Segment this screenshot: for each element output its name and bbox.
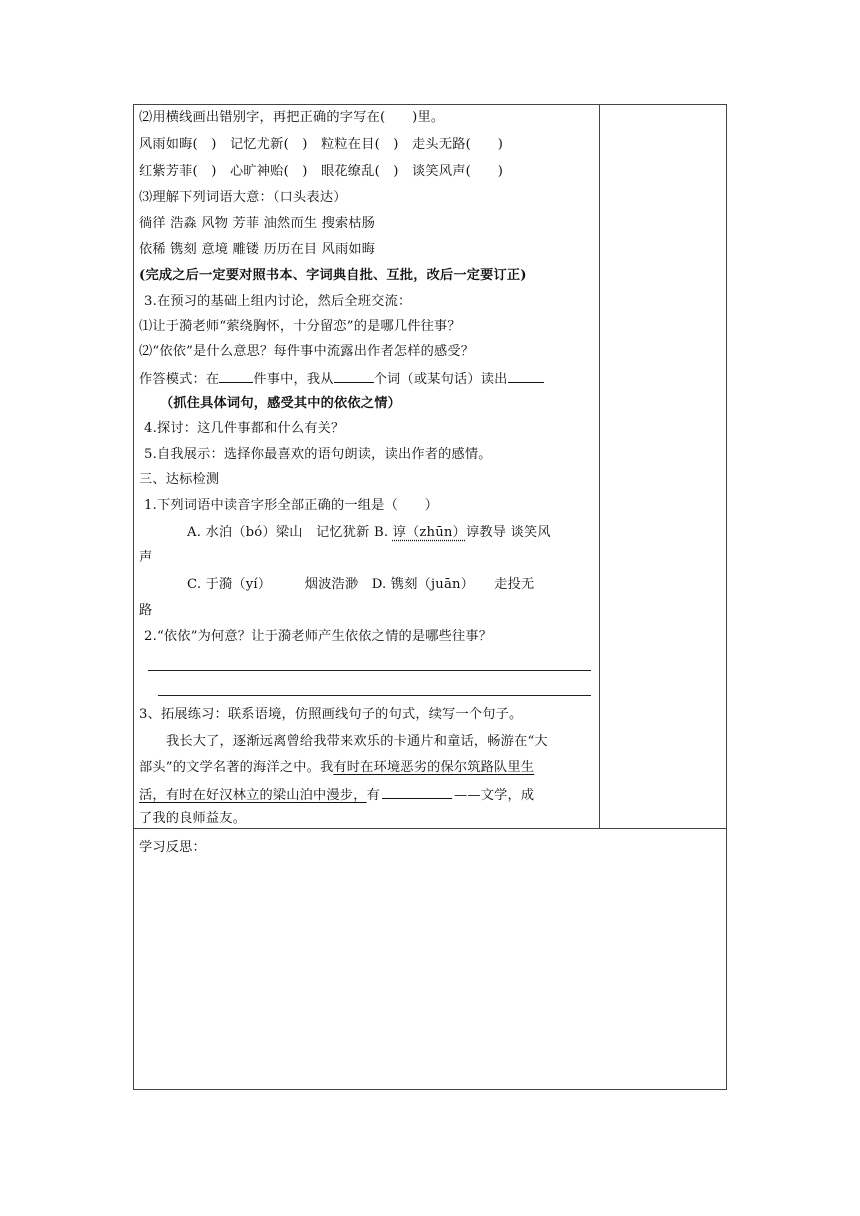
- discussion-instruction: 3.在预习的基础上组内讨论，然后全班交流：: [144, 294, 412, 309]
- answer-hint: （抓住具体词句，感受其中的依依之情）: [160, 396, 401, 411]
- task-2-instruction: ⑵用横线画出错别字，再把正确的字写在( )里。: [139, 110, 445, 125]
- word-row-2: 红紫芳菲( ) 心旷神贻( ) 眼花缭乱( ) 谈笑风声( ): [139, 164, 504, 179]
- question-1: ⑴让于漪老师“萦绕胸怀，十分留恋”的是哪几件往事？: [139, 319, 461, 334]
- answer-pattern-part-1: 作答模式：在: [139, 372, 220, 387]
- extension-exercise: 3、拓展练习：联系语境，仿照画线句子的句式，续写一个句子。: [139, 707, 523, 722]
- reflection-label: 学习反思：: [139, 840, 206, 855]
- passage-line-2-text: 部头”的文学名著的海洋之中。我: [139, 760, 334, 775]
- row-divider: [133, 828, 727, 829]
- task-5: 5.自我展示：选择你最喜欢的语句朗读，读出作者的感情。: [144, 447, 492, 462]
- blank-field[interactable]: [508, 370, 544, 383]
- option-a-b-part-1: A. 水泊（bó）梁山 记忆犹新 B.: [187, 525, 393, 540]
- passage-line-3: [139, 786, 534, 804]
- test-question-2: 2.“依依”为何意？让于漪老师产生依依之情的是哪些往事？: [144, 629, 493, 644]
- blank-field[interactable]: [219, 370, 253, 383]
- passage-line-2: [139, 760, 534, 776]
- passage-line-4: 了我的良师益友。: [139, 811, 247, 826]
- blank-field[interactable]: [382, 786, 452, 799]
- answer-line-1[interactable]: [148, 670, 591, 671]
- question-2: ⑵“依依”是什么意思？每件事中流露出作者怎样的感受？: [139, 344, 475, 359]
- answer-pattern: [139, 370, 544, 388]
- vocab-row-1: 徜徉 浩淼 风物 芳菲 油然而生 搜索枯肠: [139, 216, 376, 231]
- section-heading: 三、达标检测: [139, 472, 220, 487]
- option-a-b: [187, 525, 551, 541]
- correction-note: (完成之后一定要对照书本、字词典自批、互批，改后一定要订正): [139, 268, 527, 283]
- underlined-model-sentence-end: 活，有时在好汉林立的梁山泊中漫步，: [139, 788, 367, 803]
- option-b-pinyin: 谆（zhūn）: [392, 525, 467, 540]
- passage-line-3-end: ——文学，成: [453, 788, 535, 803]
- option-c-d: C. 于漪（yí） 烟波浩渺 D. 镌刻（juān） 走投无: [187, 577, 535, 592]
- blank-field[interactable]: [334, 370, 374, 383]
- column-divider: [599, 104, 600, 828]
- passage-line-1: 我长大了，逐渐远离曾给我带来欢乐的卡通片和童话，畅游在“大: [166, 734, 548, 749]
- task-4: 4.探讨：这几件事都和什么有关？: [144, 421, 345, 436]
- option-a-b-part-2: 谆教导 谈笑风: [466, 525, 551, 540]
- option-d-continued: 路: [139, 603, 153, 618]
- test-question-1: 1.下列词语中读音字形全部正确的一组是（ ）: [144, 498, 439, 513]
- vocab-row-2: 依稀 镌刻 意境 雕镂 历历在目 风雨如晦: [139, 242, 376, 257]
- answer-pattern-part-3: 个词（或某句话）读出: [373, 372, 508, 387]
- option-b-continued: 声: [139, 550, 153, 565]
- word-row-1: 风雨如晦( ) 记忆尤新( ) 粒粒在目( ) 走头无路( ): [139, 137, 504, 152]
- task-3-instruction: ⑶理解下列词语大意：（口头表达）: [139, 190, 347, 205]
- answer-pattern-part-2: 件事中，我从: [253, 372, 334, 387]
- passage-line-3-text: 有: [366, 788, 380, 803]
- answer-line-2[interactable]: [158, 695, 591, 696]
- underlined-model-sentence: 有时在环境恶劣的保尔筑路队里生: [333, 760, 535, 775]
